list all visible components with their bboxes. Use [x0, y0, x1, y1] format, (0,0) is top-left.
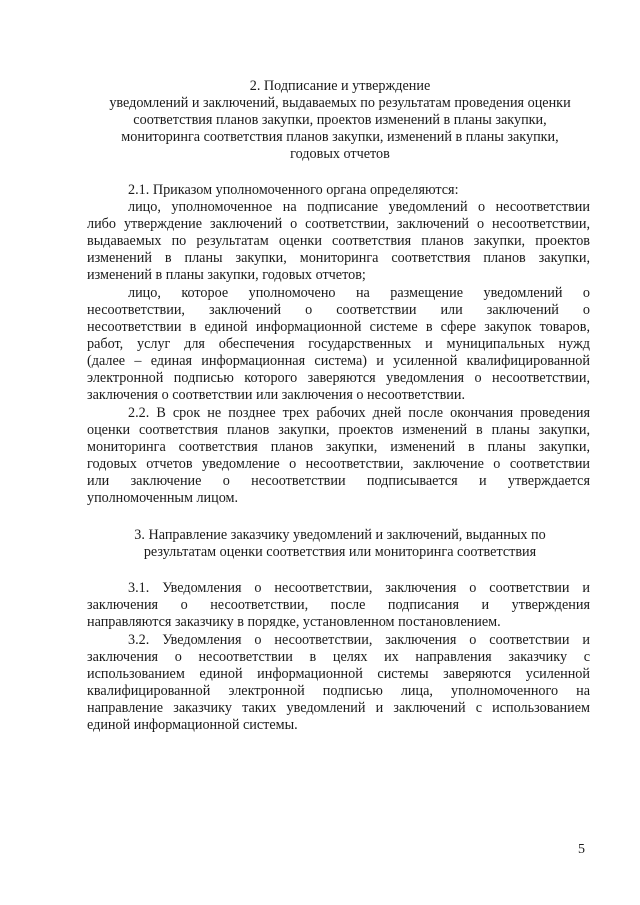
paragraph-line: лицо, которое уполномочено на размещение уведомлений о [128, 285, 590, 301]
paragraph-line: выдаваемых по результатам оценки соответствия планов закупки, проектов [87, 233, 590, 249]
paragraph-line: направление заказчику таких уведомлений и заключений с использованием [87, 700, 590, 716]
paragraph-line: оценки соответствия планов закупки, проектов изменений в планы закупки, [87, 422, 590, 438]
paragraph-3-1 [87, 580, 590, 631]
page-number: 5 [578, 842, 585, 857]
paragraph-line: квалифицированной электронной подписью лица, уполномоченного на [87, 683, 590, 699]
paragraph-line: 2.2. В срок не позднее трех рабочих дней после окончания проведения [128, 405, 590, 421]
paragraph-line: единой информационной системы. [87, 717, 298, 733]
paragraph-line: (далее – единая информационная система) и усиленной квалифицированной [87, 353, 590, 369]
paragraph-line: несоответствии, заключений о соответствии или заключений о [87, 302, 590, 318]
paragraph-2-2 [87, 405, 590, 507]
paragraph-line: заключения о несоответствии в целях их направления заказчику с [87, 649, 590, 665]
paragraph-line: использованием единой информационной системы заверяются усиленной [87, 666, 590, 682]
section-2-heading [70, 78, 610, 163]
heading-line: 3. Направление заказчику уведомлений и заключений, выданных по [134, 527, 546, 543]
paragraph-2-1-intro [87, 182, 590, 199]
paragraph-line: работ, услуг для обеспечения государственных и муниципальных нужд [87, 336, 590, 352]
paragraph-line: 3.1. Уведомления о несоответствии, заключения о соответствии и [128, 580, 590, 596]
paragraph-line: лицо, уполномоченное на подписание уведомлений о несоответствии [128, 199, 590, 215]
heading-line: 2. Подписание и утверждение [249, 78, 431, 94]
heading-line: мониторинга соответствия планов закупки, изменений в планы закупки, [121, 129, 559, 145]
paragraph-line: электронной подписью которого заверяются уведомления о несоответствии, [87, 370, 590, 386]
paragraph-line: 3.2. Уведомления о несоответствии, заключения о соответствии и [128, 632, 590, 648]
heading-line: соответствия планов закупки, проектов изменений в планы закупки, [133, 112, 547, 128]
paragraph-line: годовых отчетов уведомление о несоответствии, заключение о соответствии [87, 456, 590, 472]
paragraph-3-2 [87, 632, 590, 734]
heading-line: уведомлений и заключений, выдаваемых по результатам проведения оценки [109, 95, 571, 111]
section-3-heading [70, 527, 610, 561]
paragraph-2-1-item-1 [87, 199, 590, 284]
heading-line: результатам оценки соответствия или мониторинга соответствия [143, 544, 537, 560]
paragraph-line: либо утверждение заключений о соответствии, заключений о несоответствии, [87, 216, 590, 232]
paragraph-line: заключения о несоответствии, после подписания и утверждения [87, 597, 590, 613]
paragraph-line: заключения о соответствии или заключения о несоответствии. [87, 387, 466, 403]
paragraph-line: направляются заказчику в порядке, установленном постановлением. [87, 614, 501, 630]
paragraph-line: уполномоченным лицом. [87, 490, 239, 506]
paragraph-line: или заключение о несоответствии подписывается и утверждается [87, 473, 590, 489]
paragraph-line: несоответствии в единой информационной системе в сфере закупок товаров, [87, 319, 590, 335]
paragraph-line: 2.1. Приказом уполномоченного органа определяются: [128, 182, 459, 198]
heading-line: годовых отчетов [290, 146, 390, 162]
paragraph-line: изменений в планы закупки, мониторинга соответствия планов закупки, [87, 250, 590, 266]
paragraph-2-1-item-2 [87, 285, 590, 404]
paragraph-line: мониторинга соответствия планов закупки, изменений в планы закупки, [87, 439, 590, 455]
paragraph-line: изменений в планы закупки, годовых отчетов; [87, 267, 366, 283]
